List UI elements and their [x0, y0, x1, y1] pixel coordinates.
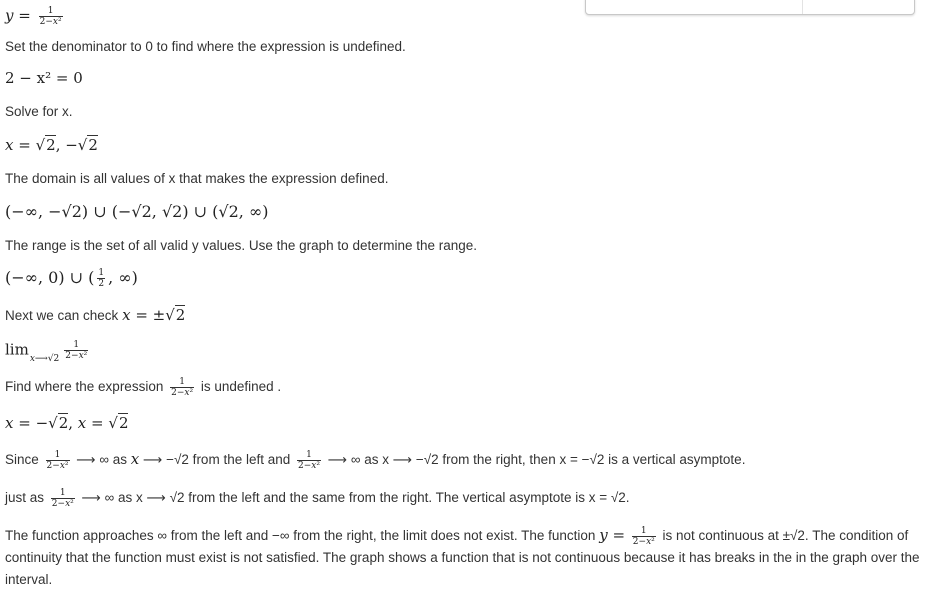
just-as-line: just as $\frac{1}{\text{2−x²}}$ ⟶ ∞ as x ⟶ √2 from the left and the same from the right. The vertical asymptote is x = √2. — [5, 488, 630, 509]
solve-instruction: Solve for x. — [5, 104, 73, 119]
range-instruction: The range is the set of all valid y values. Use the graph to determine the range. — [5, 238, 478, 253]
toolbar-separator — [802, 0, 803, 14]
check-line — [5, 306, 185, 325]
check-text: Next we can check — [5, 308, 119, 323]
domain-interval: (−∞, −√2) ∪ (−√2, √2) ∪ (√2, ∞) — [5, 202, 269, 221]
conclusion-paragraph: The function approaches ∞ from the left and −∞ from the right, the limit does not exist. The function y = $\frac{1}{\text{2−x²}}$ is not continuous at ±√2. The condition of continuity that the function must exist is not satisfied. The graph shows a function that is not continuous because it has breaks in the in the graph over the interval. — [5, 525, 920, 587]
since-line: Since $\frac{1}{\text{2−x²}}$ ⟶ ∞ as x ⟶ −√2 from the left and $\frac{1}{\text{2−x²}}$ ⟶ ∞ as x ⟶ −√2 from the right, then x = −√2 is a vertical asymptote. — [5, 450, 746, 471]
range-interval: (−∞, 0) ∪ ( $\frac{1}{2}$ , ∞) — [5, 268, 138, 289]
solutions: x = √2, −√2 — [5, 136, 98, 154]
denominator-equation: 2 − x² = 0 — [5, 69, 83, 87]
toolbar-box[interactable] — [585, 0, 915, 15]
limit-expression: $\lim_{x⟶√2}$ $\frac{1}{\text{2−x²}}$ — [5, 340, 88, 364]
function-equation: y = $\frac{1}{\text{2−x²}}$ — [5, 6, 62, 27]
check-value: x = ±√2 — [122, 306, 186, 324]
find-line: Find where the expression $\frac{1}{\text{2−x²}}$ is undefined . — [5, 377, 282, 398]
domain-instruction: The domain is all values of x that makes the expression defined. — [5, 171, 389, 186]
undefined-points: x = −√2, x = √2 — [5, 414, 129, 432]
denominator-instruction: Set the denominator to 0 to find where the expression is undefined. — [5, 39, 406, 54]
